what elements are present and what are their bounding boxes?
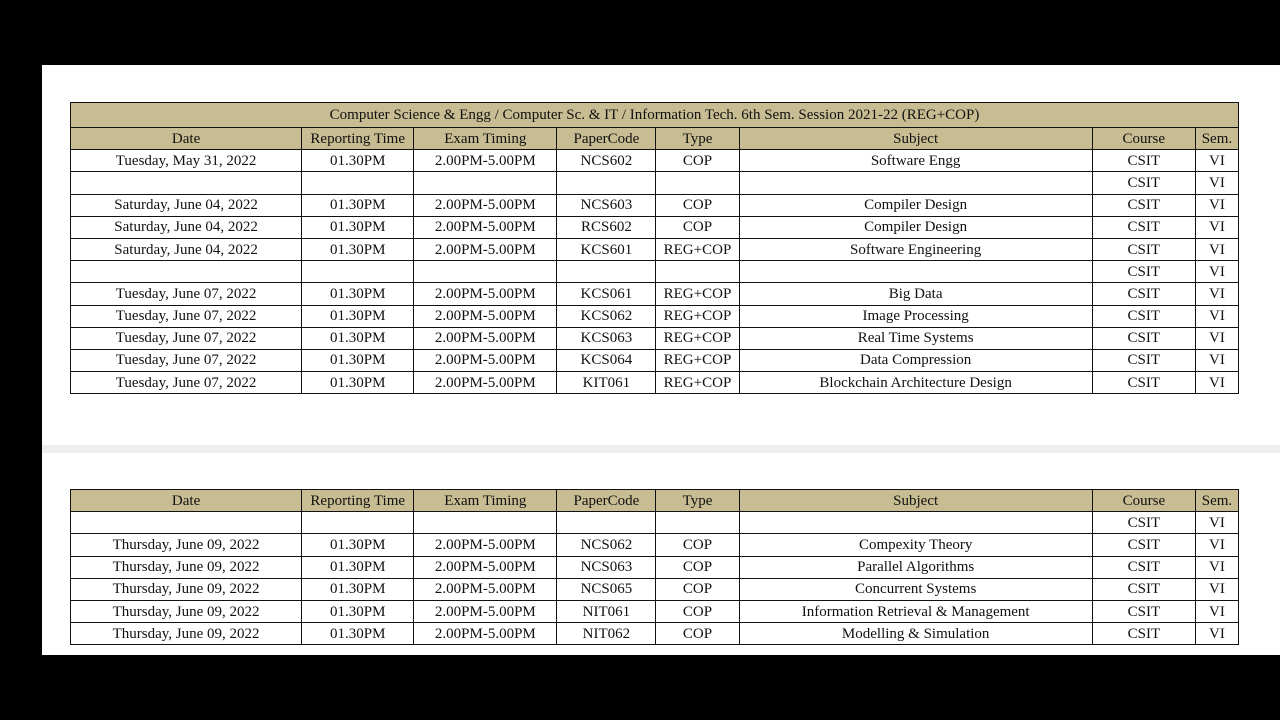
table-cell: VI: [1195, 372, 1238, 394]
table-cell: RCS602: [557, 216, 656, 238]
column-header: Date: [71, 128, 302, 150]
table-cell: KCS064: [557, 349, 656, 371]
table-cell: 01.30PM: [302, 194, 414, 216]
table-cell: 2.00PM-5.00PM: [414, 216, 557, 238]
column-header: Reporting Time: [302, 128, 414, 150]
table-cell: 2.00PM-5.00PM: [414, 349, 557, 371]
table-cell: NCS062: [557, 534, 656, 556]
table-row: [71, 600, 1239, 622]
table-cell: [302, 512, 414, 534]
table-cell: 2.00PM-5.00PM: [414, 150, 557, 172]
column-header: Subject: [739, 490, 1092, 512]
column-header: Sem.: [1195, 128, 1238, 150]
column-header: Sem.: [1195, 490, 1238, 512]
table-cell: VI: [1195, 327, 1238, 349]
table-cell: Thursday, June 09, 2022: [71, 556, 302, 578]
table-cell: VI: [1195, 238, 1238, 260]
table-cell: 01.30PM: [302, 305, 414, 327]
table-cell: Tuesday, June 07, 2022: [71, 305, 302, 327]
table-cell: CSIT: [1092, 327, 1195, 349]
table-cell: CSIT: [1092, 261, 1195, 283]
table-cell: KIT061: [557, 372, 656, 394]
table-cell: [71, 172, 302, 194]
table-cell: Information Retrieval & Management: [739, 600, 1092, 622]
table-row: [71, 512, 1239, 534]
table-cell: Tuesday, June 07, 2022: [71, 283, 302, 305]
table-row: [71, 327, 1239, 349]
table-cell: 2.00PM-5.00PM: [414, 534, 557, 556]
table-cell: COP: [656, 578, 739, 600]
table-cell: 2.00PM-5.00PM: [414, 238, 557, 260]
table-cell: CSIT: [1092, 283, 1195, 305]
table-cell: KCS062: [557, 305, 656, 327]
table-cell: [656, 512, 739, 534]
column-header: Exam Timing: [414, 490, 557, 512]
table-cell: NIT062: [557, 623, 656, 645]
table-cell: COP: [656, 556, 739, 578]
table-row: [71, 623, 1239, 645]
table-cell: NCS065: [557, 578, 656, 600]
table-cell: [656, 261, 739, 283]
table-cell: Real Time Systems: [739, 327, 1092, 349]
table-cell: CSIT: [1092, 349, 1195, 371]
table-cell: Thursday, June 09, 2022: [71, 534, 302, 556]
table-cell: KCS601: [557, 238, 656, 260]
table-cell: Tuesday, June 07, 2022: [71, 327, 302, 349]
table-cell: Compexity Theory: [739, 534, 1092, 556]
table-cell: Image Processing: [739, 305, 1092, 327]
table-cell: [302, 172, 414, 194]
table-cell: [71, 261, 302, 283]
table-cell: REG+COP: [656, 283, 739, 305]
exam-schedule-table-2: [70, 489, 1239, 645]
table-cell: [302, 261, 414, 283]
table-header-row: [71, 490, 1239, 512]
table-cell: COP: [656, 194, 739, 216]
column-header: Reporting Time: [302, 490, 414, 512]
table-cell: [414, 172, 557, 194]
table-cell: VI: [1195, 578, 1238, 600]
table-cell: Compiler Design: [739, 194, 1092, 216]
table-cell: VI: [1195, 216, 1238, 238]
table-cell: REG+COP: [656, 238, 739, 260]
table-row: [71, 261, 1239, 283]
table-cell: 01.30PM: [302, 372, 414, 394]
table-cell: CSIT: [1092, 623, 1195, 645]
table-title: Computer Science & Engg / Computer Sc. & IT / Information Tech. 6th Sem. Session 2021-22 (REG+COP): [71, 103, 1239, 128]
table-cell: CSIT: [1092, 150, 1195, 172]
table-cell: VI: [1195, 600, 1238, 622]
table-row: [71, 556, 1239, 578]
table-cell: CSIT: [1092, 305, 1195, 327]
table-row: [71, 172, 1239, 194]
table-cell: VI: [1195, 623, 1238, 645]
table-cell: COP: [656, 534, 739, 556]
table-cell: VI: [1195, 194, 1238, 216]
table-cell: VI: [1195, 305, 1238, 327]
column-header: Type: [656, 128, 739, 150]
table-cell: Thursday, June 09, 2022: [71, 578, 302, 600]
table-row: [71, 349, 1239, 371]
table-cell: Data Compression: [739, 349, 1092, 371]
table-cell: [739, 512, 1092, 534]
table-title-row: [71, 103, 1239, 128]
table-cell: CSIT: [1092, 534, 1195, 556]
exam-schedule-table-1: [70, 102, 1239, 394]
table-cell: VI: [1195, 172, 1238, 194]
table-cell: [739, 261, 1092, 283]
column-header: PaperCode: [557, 490, 656, 512]
table-cell: COP: [656, 150, 739, 172]
table-cell: COP: [656, 216, 739, 238]
table-cell: CSIT: [1092, 172, 1195, 194]
page-separator: [42, 445, 1280, 453]
table-cell: Saturday, June 04, 2022: [71, 194, 302, 216]
document-page: [42, 65, 1280, 655]
table-cell: 01.30PM: [302, 600, 414, 622]
table-cell: [414, 512, 557, 534]
column-header: Subject: [739, 128, 1092, 150]
table-cell: CSIT: [1092, 372, 1195, 394]
table-cell: NCS603: [557, 194, 656, 216]
table-cell: 2.00PM-5.00PM: [414, 327, 557, 349]
table-row: [71, 238, 1239, 260]
table-cell: NIT061: [557, 600, 656, 622]
table-row: [71, 283, 1239, 305]
table-cell: Tuesday, June 07, 2022: [71, 349, 302, 371]
column-header: Date: [71, 490, 302, 512]
table-cell: NCS063: [557, 556, 656, 578]
column-header: Exam Timing: [414, 128, 557, 150]
table-cell: CSIT: [1092, 194, 1195, 216]
table-cell: REG+COP: [656, 372, 739, 394]
table-cell: 2.00PM-5.00PM: [414, 283, 557, 305]
table-cell: Thursday, June 09, 2022: [71, 623, 302, 645]
table-cell: 2.00PM-5.00PM: [414, 578, 557, 600]
table-cell: 01.30PM: [302, 238, 414, 260]
table-cell: VI: [1195, 512, 1238, 534]
table-cell: Software Engg: [739, 150, 1092, 172]
table-cell: COP: [656, 600, 739, 622]
table-cell: Saturday, June 04, 2022: [71, 216, 302, 238]
table-row: [71, 534, 1239, 556]
table-cell: REG+COP: [656, 349, 739, 371]
table-cell: CSIT: [1092, 578, 1195, 600]
table-cell: KCS063: [557, 327, 656, 349]
table-cell: CSIT: [1092, 600, 1195, 622]
table-cell: Big Data: [739, 283, 1092, 305]
table-cell: Tuesday, May 31, 2022: [71, 150, 302, 172]
table-cell: Compiler Design: [739, 216, 1092, 238]
table-cell: 2.00PM-5.00PM: [414, 372, 557, 394]
table-cell: VI: [1195, 150, 1238, 172]
table-cell: Tuesday, June 07, 2022: [71, 372, 302, 394]
table-cell: [656, 172, 739, 194]
table-cell: 01.30PM: [302, 327, 414, 349]
column-header: Course: [1092, 128, 1195, 150]
table-header-row: [71, 128, 1239, 150]
column-header: PaperCode: [557, 128, 656, 150]
table-cell: 01.30PM: [302, 283, 414, 305]
table-row: [71, 194, 1239, 216]
table-cell: 01.30PM: [302, 534, 414, 556]
table-cell: VI: [1195, 261, 1238, 283]
table-row: [71, 150, 1239, 172]
table-cell: Thursday, June 09, 2022: [71, 600, 302, 622]
table-cell: [739, 172, 1092, 194]
table-cell: CSIT: [1092, 512, 1195, 534]
table-cell: REG+COP: [656, 327, 739, 349]
table-cell: [71, 512, 302, 534]
table-cell: CSIT: [1092, 556, 1195, 578]
table-cell: VI: [1195, 534, 1238, 556]
table-row: [71, 216, 1239, 238]
table-cell: VI: [1195, 349, 1238, 371]
table-cell: KCS061: [557, 283, 656, 305]
table-cell: 2.00PM-5.00PM: [414, 600, 557, 622]
table-row: [71, 578, 1239, 600]
table-cell: 2.00PM-5.00PM: [414, 305, 557, 327]
table-cell: 2.00PM-5.00PM: [414, 556, 557, 578]
table-row: [71, 372, 1239, 394]
column-header: Course: [1092, 490, 1195, 512]
table-cell: 2.00PM-5.00PM: [414, 623, 557, 645]
table-cell: Blockchain Architecture Design: [739, 372, 1092, 394]
table-cell: COP: [656, 623, 739, 645]
table-cell: [557, 512, 656, 534]
table-cell: 01.30PM: [302, 150, 414, 172]
table-cell: [414, 261, 557, 283]
table-cell: Concurrent Systems: [739, 578, 1092, 600]
table-cell: 01.30PM: [302, 556, 414, 578]
table-cell: Modelling & Simulation: [739, 623, 1092, 645]
table-cell: VI: [1195, 556, 1238, 578]
table-cell: Saturday, June 04, 2022: [71, 238, 302, 260]
table-cell: CSIT: [1092, 238, 1195, 260]
table-cell: [557, 172, 656, 194]
table-cell: 01.30PM: [302, 216, 414, 238]
table-cell: Software Engineering: [739, 238, 1092, 260]
table-cell: Parallel Algorithms: [739, 556, 1092, 578]
table-cell: 01.30PM: [302, 578, 414, 600]
table-cell: 01.30PM: [302, 349, 414, 371]
table-cell: 2.00PM-5.00PM: [414, 194, 557, 216]
table-cell: CSIT: [1092, 216, 1195, 238]
table-row: [71, 305, 1239, 327]
column-header: Type: [656, 490, 739, 512]
table-cell: 01.30PM: [302, 623, 414, 645]
table-cell: VI: [1195, 283, 1238, 305]
table-cell: [557, 261, 656, 283]
table-cell: REG+COP: [656, 305, 739, 327]
table-cell: NCS602: [557, 150, 656, 172]
